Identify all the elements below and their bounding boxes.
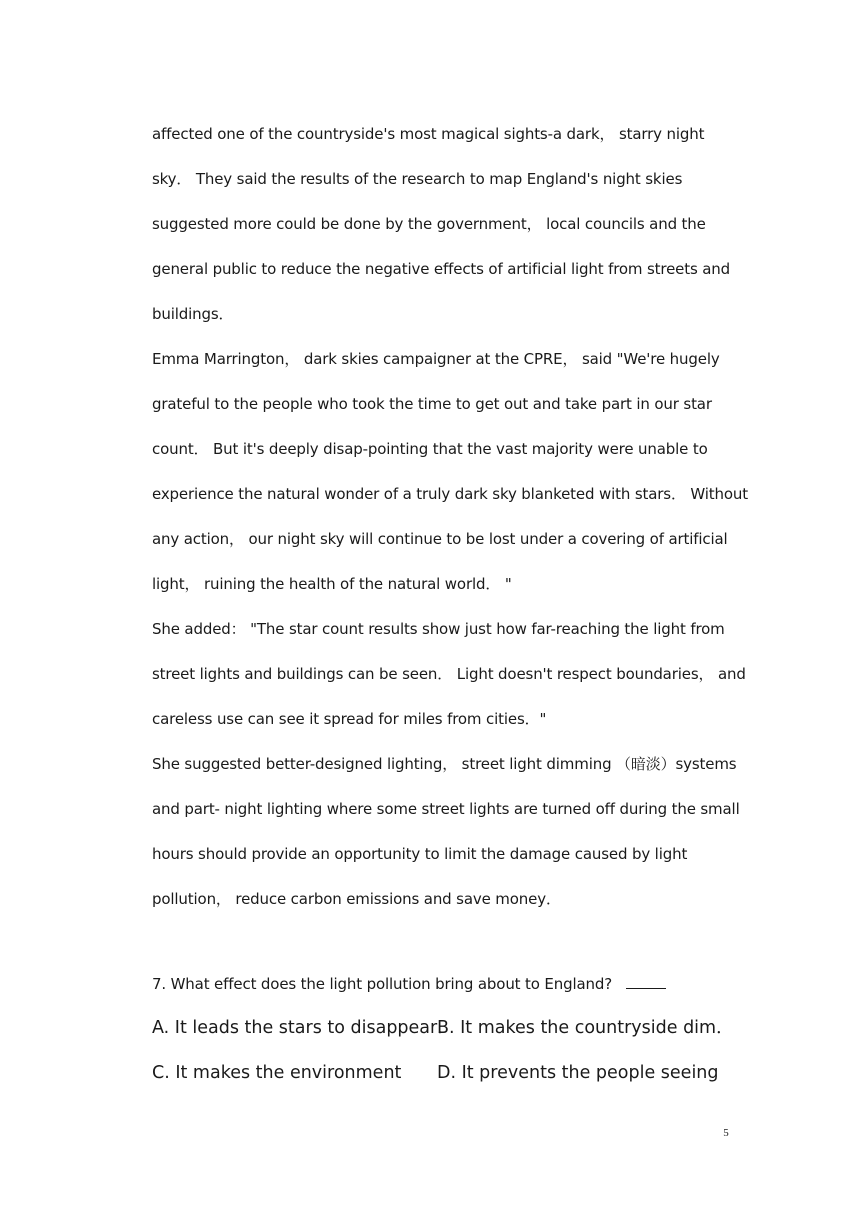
passage-line: general public to reduce the negative effects of artificial light from streets and (152, 260, 731, 278)
passage-line: and part- night lighting where some street lights are turned off during the small (152, 800, 740, 818)
passage-line: count． But it's deeply disap-pointing that the vast majority were unable to (152, 440, 708, 458)
passage-line: careless use can see it spread for miles from cities．" (152, 710, 547, 728)
passage-line: She suggested better-designed lighting， street light dimming （暗淡）systems (152, 755, 737, 773)
options-row-2 (152, 1058, 719, 1088)
option-c: C. It makes the environment (152, 1063, 402, 1083)
passage-line: She added： "The star count results show just how far-reaching the light from (152, 620, 725, 638)
option-b: B. It makes the countryside dim． (437, 1018, 734, 1038)
passage-line: suggested more could be done by the government， local councils and the (152, 215, 706, 233)
passage-line: street lights and buildings can be seen． Light doesn't respect boundaries， and (152, 665, 746, 683)
passage-line: pollution， reduce carbon emissions and save money． (152, 890, 561, 908)
passage-line: hours should provide an opportunity to limit the damage caused by light (152, 845, 688, 863)
passage-line: any action， our night sky will continue to be lost under a covering of artificial (152, 530, 728, 548)
passage-line: grateful to the people who took the time to get out and take part in our star (152, 395, 712, 413)
answer-blank (626, 970, 666, 989)
question-7 (152, 970, 666, 998)
passage-line: buildings． (152, 305, 234, 323)
passage-line: experience the natural wonder of a truly dark sky blanketed with stars． Without (152, 485, 748, 503)
passage (152, 112, 748, 922)
passage-line: affected one of the countryside's most magical sights-a dark， starry night (152, 125, 705, 143)
passage-line: sky． They said the results of the research to map England's night skies (152, 170, 683, 188)
option-d: D. It prevents the people seeing (437, 1063, 719, 1083)
page-number: 5 (723, 1127, 729, 1139)
question-text: 7. What effect does the light pollution bring about to England? (152, 975, 613, 993)
options-row-1 (152, 1013, 734, 1043)
option-a: A. It leads the stars to disappear． (152, 1018, 455, 1038)
passage-line: Emma Marrington， dark skies campaigner at the CPRE， said "We're hugely (152, 350, 720, 368)
passage-line: light， ruining the health of the natural world． " (152, 575, 512, 593)
